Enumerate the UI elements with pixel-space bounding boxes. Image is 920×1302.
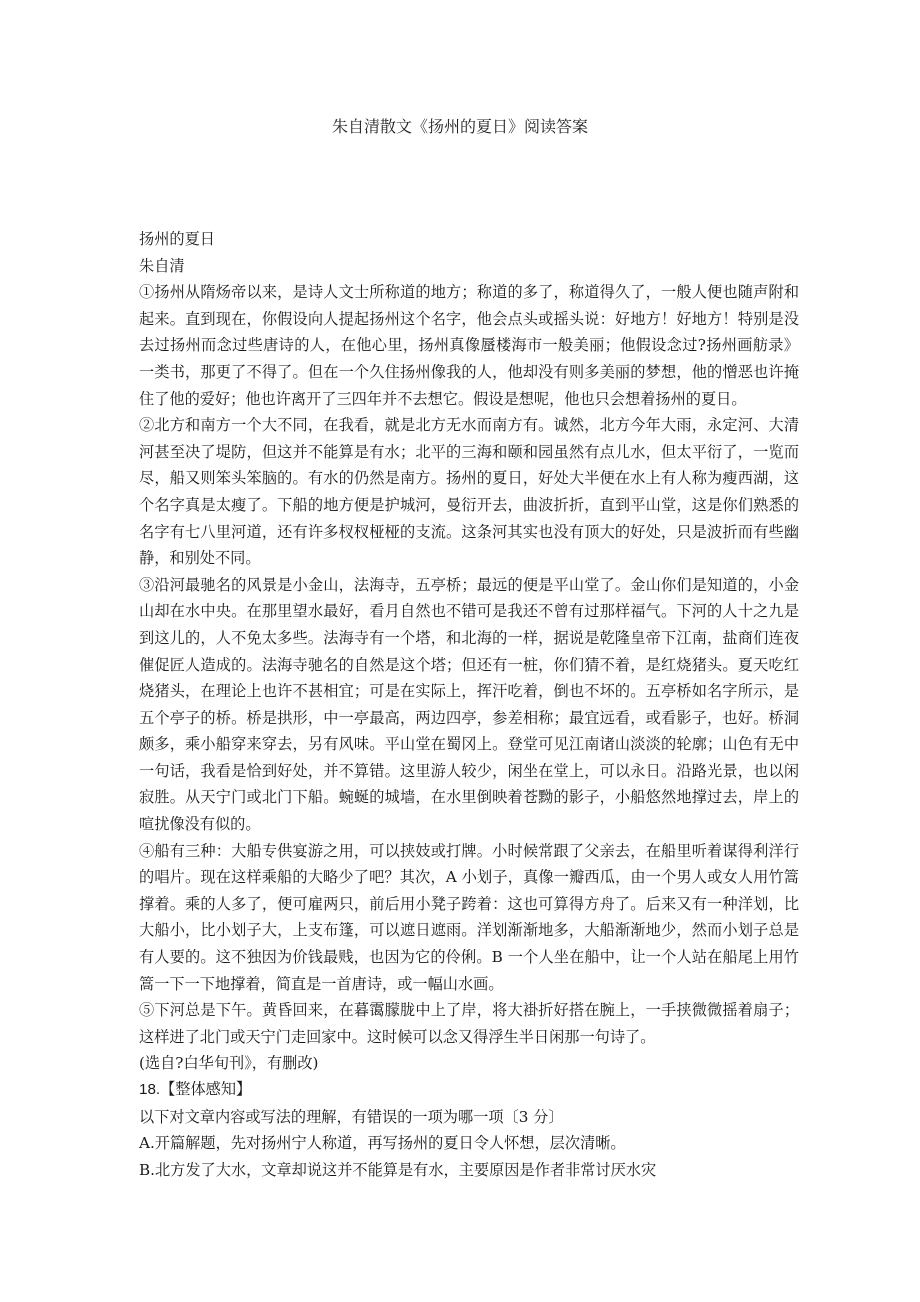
- article-heading: 扬州的夏日: [139, 230, 215, 248]
- option-b: B.北方发了大水，文章却说这并不能算是有水，主要原因是作者非常讨厌水灾: [139, 1160, 657, 1179]
- option-a: A.开篇解题，先对扬州宁人称道，再写扬州的夏日令人怀想，层次清晰。: [139, 1134, 626, 1153]
- question-heading: 18.【整体感知】: [139, 1081, 252, 1098]
- paragraph-4: ④船有三种：大船专供宴游之用，可以挟妓或打牌。小时候常跟了父亲去，在船里听着谋得利洋行的唱片。现在这样乘船的大略少了吧？其次，A 小划子，真像一瓣西瓜，由一个男人或女人用竹篙撑着。乘的人多了，便可雇两只，前后用小凳子跨着：这也可算得方舟了。后来又有一种洋划，比大船小，比小划子大，上支布篷，可以遮日遮雨。洋划渐渐地多，大船渐渐地少，然而小划子总是有人要的。这不独因为价钱最贱，也因为它的伶俐。B 一个人坐在船中，让一个人站在船尾上用竹篙一下一下地撑着，简直是一首唐诗，或一幅山水画。: [139, 841, 799, 993]
- article-source: (选自?白华旬刊》，有删改): [139, 1054, 319, 1073]
- paragraph-3: ③沿河最驰名的风景是小金山，法海寺，五亭桥；最远的便是平山堂了。金山你们是知道的，小金山却在水中央。在那里望水最好，看月自然也不错可是我还不曾有过那样福气。下河的人十之九是到这儿的，人不免太多些。法海寺有一个塔，和北海的一样，据说是乾隆皇帝下江南，盐商们连夜催促匠人造成的。法海寺驰名的自然是这个塔；但还有一桩，你们猜不着，是红烧猪头。夏天吃红烧猪头，在理论上也许不甚相宜；可是在实际上，挥汗吃着，倒也不坏的。五亭桥如名字所示，是五个亭子的桥。桥是拱形，中一亭最高，两边四亭，参差相称；最宜远看，或看影子，也好。桥洞颇多，乘小船穿来穿去，另有风味。平山堂在蜀冈上。登堂可见江南诸山淡淡的轮廓；山色有无中一句话，我看是恰到好处，并不算错。这里游人较少，闲坐在堂上，可以永日。沿路光景，也以闲寂胜。从天宁门或北门下船。蜿蜒的城墙，在水里倒映着苍黝的影子，小船悠然地撑过去，岸上的喧扰像没有似的。: [139, 575, 799, 834]
- document-title: 朱自清散文《扬州的夏日》阅读答案: [331, 117, 588, 136]
- article-body: [139, 226, 799, 1183]
- question-prompt: 以下对文章内容或写法的理解，有错误的一项为哪一项〔3 分〕: [139, 1107, 564, 1126]
- paragraph-2: ②北方和南方一个大不同，在我看，就是北方无水而南方有。诚然，北方今年大雨，永定河、大清河甚至决了堤防，但这并不能算是有水；北平的三海和颐和园虽然有点儿水，但太平衍了，一览而尽，船又则笨头笨脑的。有水的仍然是南方。扬州的夏日，好处大半便在水上有人称为瘦西湖，这个名字真是太瘦了。下船的地方便是护城河，曼衍开去，曲波折折，直到平山堂，这是你们熟悉的名字有七八里河道，还有许多杈杈桠桠的支流。这条河其实也没有顶大的好处，只是波折而有些幽静，和别处不同。: [139, 416, 799, 568]
- paragraph-1: ①扬州从隋炀帝以来，是诗人文士所称道的地方；称道的多了，称道得久了，一般人便也随声附和起来。直到现在，你假设向人提起扬州这个名字，他会点头或摇头说：好地方！好地方！特别是没去过扬州而念过些唐诗的人，在他心里，扬州真像蜃楼海市一般美丽；他假设念过?扬州画舫录》一类书，那更了不得了。但在一个久住扬州像我的人，他却没有则多美丽的梦想，他的憎恶也许掩住了他的爱好；他也许离开了三四年并不去想它。假设是想呢，他也只会想着扬州的夏日。: [139, 283, 799, 408]
- paragraph-5: ⑤下河总是下午。黄昏回来，在暮霭朦胧中上了岸，将大褂折好搭在腕上，一手挟微微摇着扇子；这样进了北门或天宁门走回家中。这时候可以念又得浮生半日闲那一句诗了。: [139, 1001, 799, 1046]
- article-author: 朱自清: [139, 256, 185, 275]
